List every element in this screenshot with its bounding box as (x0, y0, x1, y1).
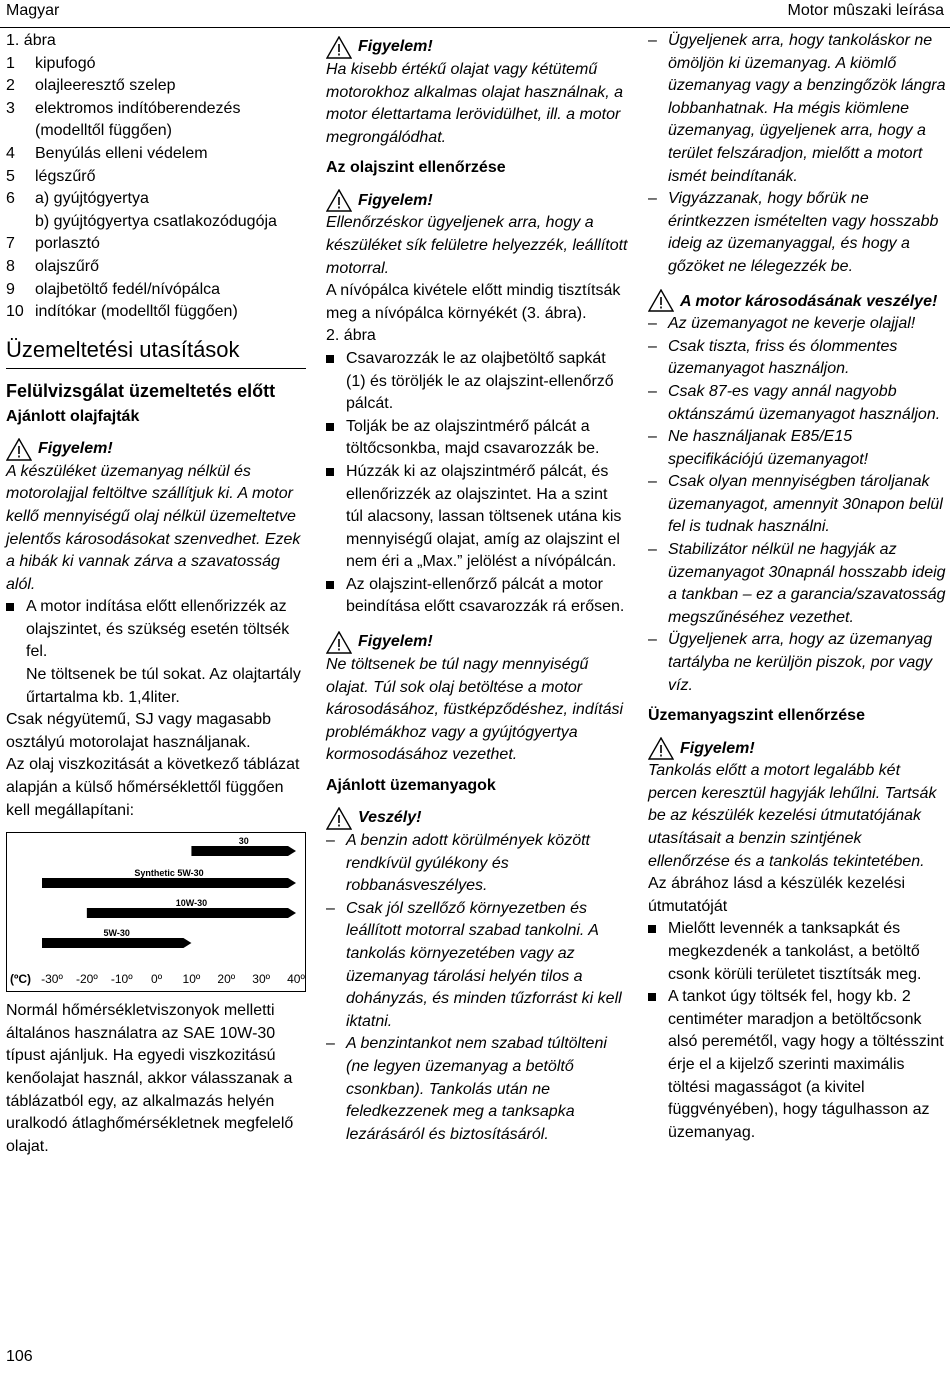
list-item (648, 918, 946, 986)
warning-label: A motor károsodásának veszélye! (648, 291, 946, 314)
list-item (326, 1033, 628, 1146)
bullet-square (326, 468, 334, 476)
item-number: 10 (6, 303, 24, 321)
item-number: 8 (6, 257, 15, 275)
dash-marker: – (326, 1035, 335, 1053)
tick-label: 40º (287, 972, 305, 987)
list-item (648, 629, 946, 697)
warning-label: Figyelem! (326, 32, 628, 59)
item-number: 7 (6, 235, 15, 253)
list-item (6, 233, 306, 256)
list-item (6, 301, 306, 324)
list-item: A motor indítása előtt ellenőrizzék az olajszintet, és szükség esetén töltsék fel. (6, 596, 306, 664)
list-item-text: Csavarozzák le az olajbetöltő sapkát (1) és töröljék le az olajszint-ellenőrző pálcát. (346, 349, 614, 413)
dash-list (326, 830, 628, 1146)
list-item-text: Csak tiszta, friss és ólommentes üzemanyagot használjon. (668, 337, 898, 378)
list-item-text: Vigyázzanak, hogy bőrük ne érintkezzen ismételten vagy hosszabb ideig az üzemanyaggal, és hogy a gőzöket ne lélegezzék be. (668, 190, 939, 275)
warning-label: Figyelem! (326, 185, 628, 212)
list-item-text: A benzin adott körülmények között rendkívül gyúlékony és robbanásveszélyes. (346, 832, 590, 895)
list-item-text: Csak jól szellőző környezetben és leállított motorral szabad tankolni. A tankolás környezetében vagy az üzemanyag tárolási helyén tilos a dohányzás, és minden tűzforrást ki kell iktatni. (346, 899, 622, 1030)
dash-marker: – (326, 899, 335, 917)
list-item (326, 461, 628, 574)
list-item (648, 539, 946, 629)
warning-label: Figyelem! (648, 733, 946, 760)
item-label: olajleeresztő szelep (35, 77, 176, 95)
list-item (326, 416, 628, 461)
item-label: olajbetöltő fedél/nívópálca (35, 280, 221, 298)
list-item-text: Mielőtt levennék a tanksapkát és megkezdenék a tankolást, a betöltő csonk körüli területet tisztítsák meg. (668, 920, 922, 983)
dash-list (648, 30, 946, 279)
dipstick-paragraph: A nívópálca kivétele előtt mindig tisztítsák meg a nívópálca környékét (3. ábra). (326, 282, 621, 322)
item-label: a) gyújtógyertya (35, 190, 149, 208)
item-number: 9 (6, 280, 15, 298)
dash-marker: – (648, 541, 657, 559)
warning-icon (326, 807, 352, 830)
bullet-list (648, 918, 946, 1144)
bullet-square (326, 355, 334, 363)
list-item (326, 574, 628, 619)
item-label: b) gyújtógyertya csatlakozódugója (35, 212, 277, 230)
bullet-marker (326, 348, 346, 416)
column-2 (326, 30, 628, 1146)
viscosity-paragraph: Az olaj viszkozitását a következő táblázat alapján a külső hőmérséklettől függően kell megállapítani: (6, 756, 300, 819)
list-item-text: Csak olyan mennyiségben tároljanak üzemanyagot, amennyit 30napon belül fel is tudnak használni. (668, 473, 943, 536)
item-number: 3 (6, 99, 15, 117)
item-number: 1 (6, 54, 15, 72)
list-item (6, 143, 306, 166)
tick-label: 20º (217, 972, 236, 987)
dash-marker: – (648, 382, 657, 400)
list-item-text: Ügyeljenek arra, hogy az üzemanyag tartályba ne kerüljön piszok, por vagy víz. (668, 631, 933, 694)
warning-icon (326, 189, 352, 212)
list-item (648, 313, 946, 336)
series-label: Synthetic 5W-30 (134, 868, 204, 879)
list-item (648, 188, 946, 278)
warning-text: A készüléket üzemanyag nélkül és motorolajjal feltöltve szállítjuk ki. A motor kellő mennyiségű olaj nélkül üzemeltetve jelentős károsodásokat szenvedhet. Ezek a hibák ki vannak zárva a szavatosság alól. (6, 462, 301, 593)
list-item (6, 188, 306, 211)
dash-marker: – (648, 315, 657, 333)
list-item (648, 336, 946, 381)
bullet-marker (326, 574, 346, 619)
list-item-text: Stabilizátor nélkül ne hagyják az üzemanyagot 30napnál hosszabb ideig a tankban – ez a garancia/szavatosság megszűnéséhez vezethet. (668, 541, 946, 626)
item-label: Benyúlás elleni védelem (35, 144, 208, 162)
list-item-text: Az üzemanyagot ne keverje olajjal! (668, 315, 916, 333)
list-item-text: Az olajszint-ellenőrző pálcát a motor beindítása előtt csavarozzák rá erősen. (346, 575, 625, 616)
bullet-marker (326, 461, 346, 574)
bullet-square (326, 423, 334, 431)
oil-class-paragraph: Csak négyütemű, SJ vagy magasabb osztályú motorolajat használjanak. (6, 711, 272, 751)
viscosity-bar (42, 878, 296, 888)
dash-marker: – (648, 190, 657, 208)
list-item (6, 256, 306, 279)
series-label: 10W-30 (175, 898, 208, 909)
column-1 (6, 30, 306, 1158)
tick-label: -10º (110, 972, 133, 987)
bullet-marker (326, 416, 346, 461)
warning-icon (6, 438, 32, 461)
dash-list (648, 313, 946, 697)
tick-label: 30º (252, 972, 271, 987)
dash-marker: – (648, 428, 657, 446)
axis-label: (ºC) (10, 972, 32, 987)
bullet-list (326, 348, 628, 619)
item-label: légszűrő (35, 167, 96, 185)
list-item-text: A benzintankot nem szabad túltölteni (ne legyen üzemanyag a betöltő csonkban). Tankolás után ne feledkezzenek meg a tanksapka lezárásáról és biztosításáról. (346, 1035, 607, 1143)
item-label: elektromos indítóberendezés (modelltől függően) (35, 99, 241, 140)
item-number: 2 (6, 77, 15, 95)
list-item (648, 381, 946, 426)
dash-marker: – (326, 832, 335, 850)
list-item (326, 830, 628, 898)
bullet-marker (648, 986, 668, 1144)
item-number: 4 (6, 144, 15, 162)
viscosity-bar (42, 938, 191, 948)
warning-text: Ne töltsenek be túl nagy mennyiségű olajat. Túl sok olaj betöltése a motor károsodásához, füstképződéshez, indítási problémákhoz vagy a gyújtógyertya kormosodásához vezethet. (326, 656, 624, 764)
danger-label: Veszély! (326, 803, 628, 830)
dash-marker: – (648, 32, 657, 49)
list-item-text: Ügyeljenek arra, hogy tankoláskor ne ömöljön ki üzemanyag. A kiömlő üzemanyag vagy a benzingőzök lángra lobbanhatnak. Ha mégis kiömlene üzemanyag, ügyeljenek arra, hogy a terület felszáradjon, mielőtt a motort ismét beindítanák. (668, 32, 946, 185)
dash-marker: – (648, 631, 657, 649)
list-item (326, 348, 628, 416)
list-item-text: Húzzák ki az olajszintmérő pálcát, és ellenőrizzék az olajszintet. Ha a szint túl alacsony, lassan töltsenek utána kis mennyiségű olajat, amíg az olajszint el nem éri a „Max.” jelölést a nívópálcán. (346, 462, 622, 571)
item-label: indítókar (modelltől függően) (35, 303, 238, 321)
page-number: 106 (6, 1348, 33, 1365)
tick-label: -30º (41, 972, 63, 987)
bullet-square (648, 925, 656, 933)
bullet-marker (648, 918, 668, 986)
warning-icon (326, 36, 352, 59)
warning-icon (648, 737, 674, 760)
item-label: kipufogó (35, 54, 96, 72)
dash-marker: – (648, 473, 657, 491)
viscosity-chart (6, 832, 306, 992)
warning-label: Figyelem! (326, 627, 628, 654)
list-item (6, 166, 306, 189)
tick-label: 10º (182, 972, 201, 987)
section-heading: Üzemeltetési utasítások (6, 336, 306, 369)
warning-text: Ellenőrzéskor ügyeljenek arra, hogy a készüléket sík felületre helyezzék, leállított motorral. (326, 214, 628, 277)
recommendation-paragraph: Normál hőmérsékletviszonyok melletti általános használatra az SAE 10W-30 típust ajánljuk. Ha egyedi viszkozitású kenőolajat használ, akkor válasszanak a táblázatból egy, az alkalmazás helyén uralkodó átlaghőmérsékletnek megfelelő olajat. (6, 1002, 294, 1155)
list-item (6, 279, 306, 302)
list-item (6, 75, 306, 98)
list-item (326, 898, 628, 1034)
list-item (6, 53, 306, 76)
dash-marker: – (648, 337, 657, 355)
list-item (6, 98, 306, 143)
subsection-heading: Felülvizsgálat üzemeltetés előtt (6, 380, 276, 401)
bullet-square (6, 603, 14, 611)
item-number (6, 211, 35, 234)
tick-label: 0º (151, 972, 163, 987)
list-item (648, 471, 946, 539)
list-item (648, 426, 946, 471)
column-3 (648, 30, 946, 1144)
item-label: olajszűrő (35, 257, 100, 275)
oil-level-heading: Az olajszint ellenőrzése (326, 159, 506, 177)
warning-text: Tankolás előtt a motort legalább két percen keresztül hagyják lehűlni. Tartsák be az készülék kezelési útmutatójának utasításait a benzin szintjének ellenőrzése és a tankolás tekintetében. (648, 762, 937, 870)
warning-text: Ha kisebb értékű olajat vagy kétütemű motorokhoz alkalmas olajat használnak, a motor élettartama lerövidülhet, ill. a motor megrongálódhat. (326, 61, 624, 146)
tick-label: -20º (75, 972, 98, 987)
fuel-level-heading: Üzemanyagszint ellenőrzése (648, 707, 865, 725)
list-item-text: A tankot úgy töltsék fel, hogy kb. 2 centiméter maradjon a betöltőcsonk alsó peremétől, vagy hogy a töltésszint érje el a kijelző szerinti maximális töltési magasságot (a kivitel függvényében), hogy tágulhasson az üzemanyag. (668, 988, 944, 1141)
item-number: 6 (6, 190, 15, 208)
list-item-text: Csak 87-es vagy annál nagyobb oktánszámú üzemanyagot használjon. (668, 382, 941, 423)
series-label: 30 (238, 836, 249, 847)
bullet-square (326, 581, 334, 589)
list-item-text: Tolják be az olajszintmérő pálcát a töltőcsonkba, majd csavarozzák be. (346, 417, 600, 458)
list-item (648, 30, 946, 188)
item-label: porlasztó (35, 235, 100, 253)
parts-list (6, 53, 306, 324)
list-item (648, 986, 946, 1144)
header-divider (0, 27, 950, 28)
figure-title: 1. ábra (6, 32, 56, 49)
figure-reference: 2. ábra (326, 327, 376, 345)
warning-icon (326, 631, 352, 654)
warning-icon (648, 289, 674, 312)
warning-label: Figyelem! (6, 434, 306, 461)
viscosity-bar (191, 846, 296, 856)
header-section-title: Motor mûszaki leírása (787, 2, 944, 19)
fuel-heading: Ajánlott üzemanyagok (326, 777, 496, 795)
list-item (6, 211, 306, 234)
header-language: Magyar (6, 2, 60, 19)
list-item-text: Ne használjanak E85/E15 specifikációjú üzemanyagot! (668, 428, 869, 468)
viscosity-bar (87, 908, 296, 918)
oil-types-heading: Ajánlott olajfajták (6, 407, 140, 425)
bullet-square (648, 993, 656, 1001)
series-label: 5W-30 (103, 928, 130, 939)
list-item-continuation: Ne töltsenek be túl sokat. Az olajtartály űrtartalma kb. 1,4liter. (26, 666, 301, 706)
see-manual-paragraph: Az ábrához lásd a készülék kezelési útmutatóját (648, 875, 906, 915)
item-number: 5 (6, 167, 15, 185)
viscosity-chart-svg (6, 832, 306, 992)
